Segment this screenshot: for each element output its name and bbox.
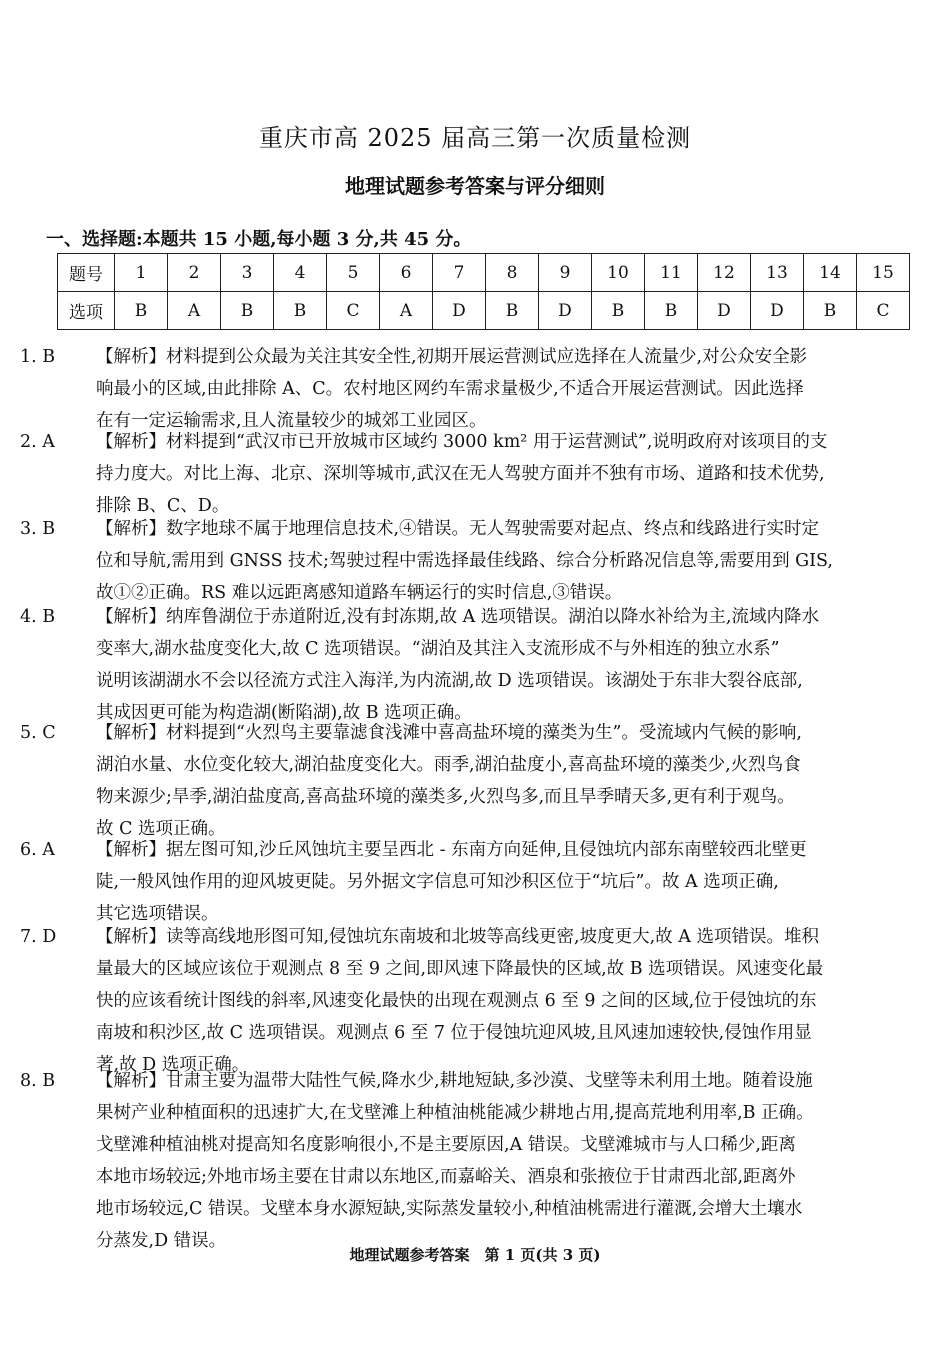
explanation-item	[20, 341, 908, 437]
question-number: 14	[804, 254, 857, 292]
explanation-line: 排除 B、C、D。	[96, 496, 230, 516]
question-number: 2	[168, 254, 221, 292]
answer-table-number-row	[58, 254, 910, 292]
answer-cell: D	[751, 292, 804, 330]
question-number: 9	[539, 254, 592, 292]
question-number: 8	[486, 254, 539, 292]
question-answer-label: 4. B	[20, 607, 56, 627]
question-answer-label: 1. B	[20, 347, 56, 367]
question-number: 11	[645, 254, 698, 292]
explanation-line: 响最小的区域,由此排除 A、C。农村地区网约车需求量极少,不适合开展运营测试。因此选择	[96, 379, 804, 399]
explanation-item	[20, 601, 908, 729]
question-number: 10	[592, 254, 645, 292]
explanation-item	[20, 426, 908, 522]
explanation-line: 著,故 D 选项正确。	[96, 1055, 250, 1075]
row-label-answer: 选项	[58, 292, 115, 330]
answer-cell: B	[645, 292, 698, 330]
question-number: 15	[857, 254, 910, 292]
page-subtitle: 地理试题参考答案与评分细则	[345, 174, 605, 198]
explanation-line: 在有一定运输需求,且人流量较少的城郊工业园区。	[96, 411, 487, 431]
question-answer-label: 3. B	[20, 519, 56, 539]
section-heading: 一、选择题:本题共 15 小题,每小题 3 分,共 45 分。	[46, 229, 472, 250]
explanation-line: 变率大,湖水盐度变化大,故 C 选项错误。“湖泊及其注入支流形成不与外相连的独立水系”	[96, 639, 780, 659]
question-answer-label: 6. A	[20, 840, 55, 860]
answer-cell: D	[539, 292, 592, 330]
answer-cell: C	[857, 292, 910, 330]
explanation-line: 【解析】数字地球不属于地理信息技术,④错误。无人驾驶需要对起点、终点和线路进行实时定	[96, 519, 820, 539]
answer-cell: A	[168, 292, 221, 330]
row-label-number: 题号	[58, 254, 115, 292]
answer-cell: B	[804, 292, 857, 330]
question-number: 12	[698, 254, 751, 292]
explanation-line: 本地市场较远;外地市场主要在甘肃以东地区,而嘉峪关、酒泉和张掖位于甘肃西北部,距离外	[96, 1167, 796, 1187]
question-number: 13	[751, 254, 804, 292]
explanation-line: 【解析】纳库鲁湖位于赤道附近,没有封冻期,故 A 选项错误。湖泊以降水补给为主,流域内降水	[96, 607, 819, 627]
explanation-item	[20, 1065, 908, 1257]
explanation-line: 果树产业种植面积的迅速扩大,在戈壁滩上种植油桃能减少耕地占用,提高荒地利用率,B 正确。	[96, 1103, 814, 1123]
explanation-line: 说明该湖湖水不会以径流方式注入海洋,为内流湖,故 D 选项错误。该湖处于东非大裂谷底部,	[96, 671, 803, 691]
question-number: 5	[327, 254, 380, 292]
answer-cell: B	[274, 292, 327, 330]
explanation-line: 持力度大。对比上海、北京、深圳等城市,武汉在无人驾驶方面并不独有市场、道路和技术优势,	[96, 464, 825, 484]
answer-cell: D	[433, 292, 486, 330]
explanation-line: 戈壁滩种植油桃对提高知名度影响很小,不是主要原因,A 错误。戈壁滩城市与人口稀少,距离	[96, 1135, 796, 1155]
question-number: 1	[115, 254, 168, 292]
explanation-line: 快的应该看统计图线的斜率,风速变化最快的出现在观测点 6 至 9 之间的区域,位于侵蚀坑的东	[96, 991, 817, 1011]
explanation-item	[20, 834, 908, 930]
explanation-line: 分蒸发,D 错误。	[96, 1231, 227, 1251]
explanation-line: 【解析】甘肃主要为温带大陆性气候,降水少,耕地短缺,多沙漠、戈壁等未利用土地。随着设施	[96, 1071, 813, 1091]
answer-cell: B	[221, 292, 274, 330]
question-answer-label: 8. B	[20, 1071, 56, 1091]
explanation-line: 物来源少;旱季,湖泊盐度高,喜高盐环境的藻类多,火烈鸟多,而且旱季晴天多,更有利于观鸟。	[96, 787, 795, 807]
explanation-line: 陡,一般风蚀作用的迎风坡更陡。另外据文字信息可知沙积区位于“坑后”。故 A 选项正确,	[96, 872, 779, 892]
answer-cell: D	[698, 292, 751, 330]
explanation-line: 其成因更可能为构造湖(断陷湖),故 B 选项正确。	[96, 703, 472, 723]
explanation-item	[20, 513, 908, 609]
answer-table	[57, 253, 910, 330]
explanation-line: 量最大的区域应该位于观测点 8 至 9 之间,即风速下降最快的区域,故 B 选项错误。风速变化最	[96, 959, 824, 979]
explanation-line: 【解析】读等高线地形图可知,侵蚀坑东南坡和北坡等高线更密,坡度更大,故 A 选项错误。堆积	[96, 927, 819, 947]
explanation-line: 湖泊水量、水位变化较大,湖泊盐度变化大。雨季,湖泊盐度小,喜高盐环境的藻类少,火烈鸟食	[96, 755, 801, 775]
page-title: 重庆市高 2025 届高三第一次质量检测	[258, 124, 692, 152]
explanation-line: 故 C 选项正确。	[96, 819, 226, 839]
explanation-line: 【解析】材料提到公众最为关注其安全性,初期开展运营测试应选择在人流量少,对公众安全影	[96, 347, 808, 367]
explanation-line: 【解析】据左图可知,沙丘风蚀坑主要呈西北 - 东南方向延伸,且侵蚀坑内部东南壁较西北壁更	[96, 840, 807, 860]
answer-cell: A	[380, 292, 433, 330]
answer-cell: B	[115, 292, 168, 330]
explanation-item	[20, 921, 908, 1081]
question-number: 3	[221, 254, 274, 292]
explanation-line: 位和导航,需用到 GNSS 技术;驾驶过程中需选择最佳线路、综合分析路况信息等,需要用到 GIS,	[96, 551, 833, 571]
explanation-line: 南坡和积沙区,故 C 选项错误。观测点 6 至 7 位于侵蚀坑迎风坡,且风速加速较快,侵蚀作用显	[96, 1023, 812, 1043]
question-number: 4	[274, 254, 327, 292]
question-answer-label: 2. A	[20, 432, 55, 452]
explanation-line: 其它选项错误。	[96, 904, 219, 924]
answer-cell: B	[486, 292, 539, 330]
answer-table-answer-row	[58, 292, 910, 330]
question-number: 7	[433, 254, 486, 292]
explanation-item	[20, 717, 908, 845]
explanation-line: 地市场较远,C 错误。戈壁本身水源短缺,实际蒸发量较小,种植油桃需进行灌溉,会增大土壤水	[96, 1199, 803, 1219]
question-answer-label: 7. D	[20, 927, 57, 947]
answer-cell: C	[327, 292, 380, 330]
explanation-line: 【解析】材料提到“武汉市已开放城市区域约 3000 km² 用于运营测试”,说明政府对该项目的支	[96, 432, 828, 452]
answer-cell: B	[592, 292, 645, 330]
question-answer-label: 5. C	[20, 723, 56, 743]
explanation-line: 故①②正确。RS 难以远距离感知道路车辆运行的实时信息,③错误。	[96, 583, 623, 603]
question-number: 6	[380, 254, 433, 292]
explanation-line: 【解析】材料提到“火烈鸟主要靠滤食浅滩中喜高盐环境的藻类为生”。受流域内气候的影响,	[96, 723, 802, 743]
page-footer: 地理试题参考答案 第 1 页(共 3 页)	[349, 1246, 601, 1264]
